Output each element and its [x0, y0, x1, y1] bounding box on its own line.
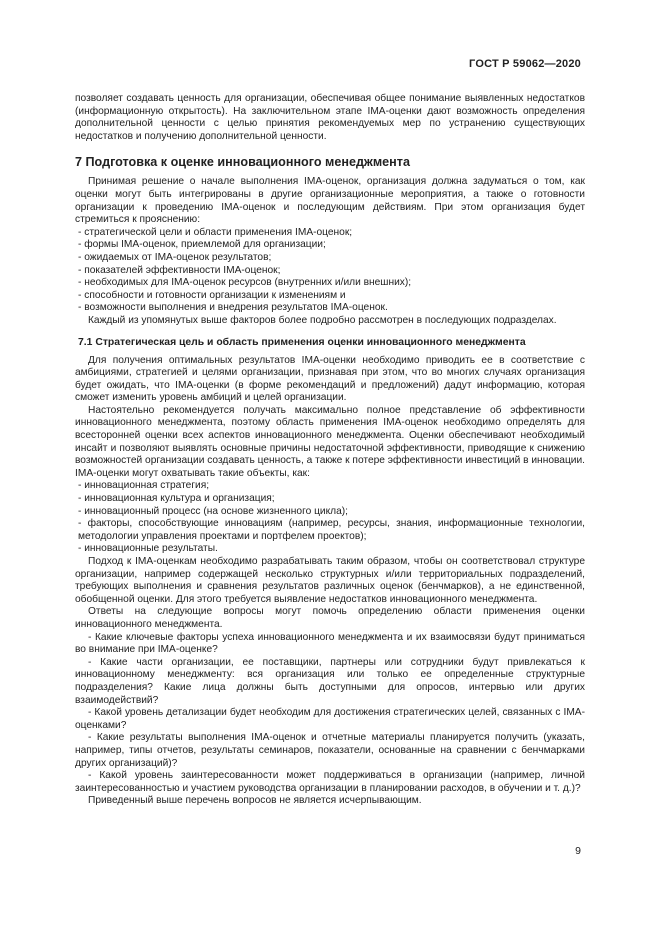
list-item: - инновационная стратегия; — [78, 480, 210, 492]
list-item: - показателей эффективности IMA-оценок; — [78, 264, 281, 276]
section-7-1-paragraph-5: Приведенный выше перечень вопросов не является исчерпывающим. — [88, 795, 422, 807]
question-item: - Какие результаты выполнения IMA-оценок и отчетные материалы планируется получить (указать, например, типы отчетов, результаты семинаров, показатели, основанные на сравнении с бенчмарками других организаций)? — [75, 732, 585, 769]
list-item: - инновационный процесс (на основе жизненного цикла); — [78, 505, 348, 517]
section-7-1-paragraph-3: Подход к IMA-оценкам необходимо разрабатывать таким образом, чтобы он соответствовал структуре организации, например содержащей несколько структурных и/или территориальных подразделений, требующих выполнения и сравнения результатов различных оценок (бенчмарков), а не единственной, обобщенной оценки. Для этого требуется выявление недостатков инновационного менеджмента. — [75, 556, 585, 605]
list-item: - инновационные результаты. — [78, 543, 218, 555]
list-item: - необходимых для IMA-оценок ресурсов (внутренних и/или внешних); — [78, 277, 412, 289]
section-7-list — [75, 227, 585, 315]
list-item: - возможности выполнения и внедрения результатов IMA-оценок. — [78, 302, 388, 314]
section-7-paragraph-2: Каждый из упомянутых выше факторов более подробно рассмотрен в последующих подразделах. — [88, 314, 557, 326]
list-item: - факторы, способствующие инновациям (например, ресурсы, знания, информационные технологии, методологии управления проектами и портфелем проектов); — [78, 518, 585, 542]
question-item: - Какие части организации, ее поставщики, партнеры или сотрудники будут привлекаться к инновационному менеджменту: вся организация или только ее определенные структурные подразделения? Какие лица должны быть доступными для опросов, интервью или других взаимодействий? — [75, 656, 585, 706]
section-7-1-paragraph-2: Настоятельно рекомендуется получать максимально полное представление об эффективности инновационного менеджмента, поэтому область применения IMA-оценок необходимо определять для всесторонней оценки всех аспектов инновационного менеджмента. Оценки обеспечивают необходимый инсайт и позволяют выявлять основные причины недостаточной эффективности, приводящие к снижению возможностей организации создавать ценность, а также к потере эффективности инвестиций в инновации. IMA-оценки могут охватывать такие объекты, как: — [75, 404, 585, 479]
intro-paragraph: позволяет создавать ценность для организации, обеспечивая общее понимание выявленных недостатков (информационную открытость). На заключительном этапе IMA-оценки дают возможность определения дополнительной ценности с целью принятия рекомендуемых мер по устранению существующих недостатков и получению дополнительной ценности. — [75, 93, 585, 142]
list-item: - стратегической цели и области применения IMA-оценок; — [78, 226, 353, 238]
section-7-paragraph-1: Принимая решение о начале выполнения IMA-оценок, организация должна задуматься о том, как оценки могут быть интегрированы в другие организационные мероприятия, а также о готовности организации к проведению IMA-оценок и последующим действиям. При этом организация будет стремиться к прояснению: — [75, 176, 585, 226]
list-item: - ожидаемых от IMA-оценок результатов; — [78, 251, 272, 263]
list-item: - инновационная культура и организация; — [78, 493, 275, 505]
page-number: 9 — [575, 845, 581, 857]
question-item: - Какой уровень заинтересованности может поддерживаться в организации (например, личной заинтересованностью и участием руководства организации в планировании расходов, в обучении и т. д.)? — [75, 770, 585, 794]
question-item: - Какие ключевые факторы успеха инновационного менеджмента и их взаимосвязи будут приниматься во внимание при IMA-оценке? — [75, 631, 585, 656]
section-7-1-paragraph-4: Ответы на следующие вопросы могут помочь определению области применения оценки инновационного менеджмента. — [75, 606, 585, 630]
section-7-1-heading: 7.1 Стратегическая цель и область применения оценки инновационного менеджмента — [78, 336, 526, 348]
document-code-header: ГОСТ Р 59062—2020 — [469, 58, 581, 70]
section-7-1-paragraph-1: Для получения оптимальных результатов IMA-оценки необходимо приводить ее в соответствие с амбициями, стратегией и целями организации, признавая при этом, что во многих случаях организация будет ожидать, что IMA-оценки (в форме рекомендаций и предложений) дадут информацию, которая сможет изменить уровень амбиций и целей организации. — [75, 354, 585, 404]
document-body — [75, 93, 585, 808]
section-7-heading: 7 Подготовка к оценке инновационного менеджмента — [75, 155, 410, 170]
section-7-1-list — [75, 480, 585, 556]
list-item: - формы IMA-оценок, приемлемой для организации; — [78, 239, 326, 251]
question-item: - Какой уровень детализации будет необходим для достижения стратегических целей, связанных с IMA-оценками? — [75, 707, 585, 731]
list-item: - способности и готовности организации к изменениям и — [78, 289, 346, 301]
